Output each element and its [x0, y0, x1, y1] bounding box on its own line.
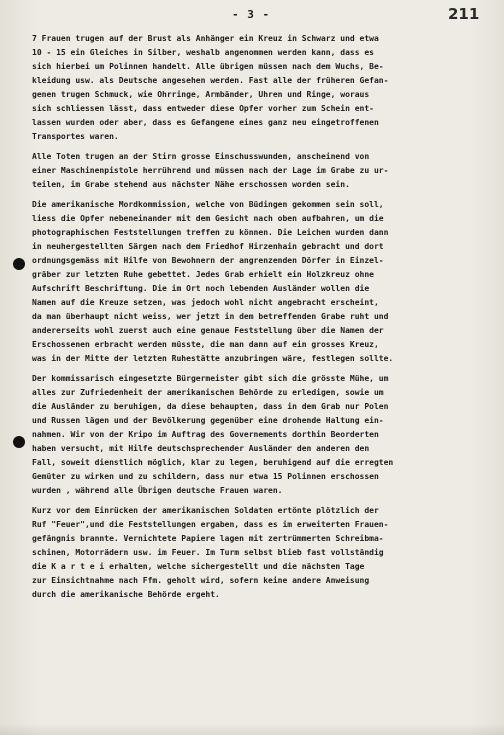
text-line: gräber zur letzten Ruhe gebettet. Jedes Grab erhielt ein Holzkreuz ohne: [32, 270, 374, 279]
text-line: Der kommissarisch eingesetzte Bürgermeister gibt sich die grösste Mühe, um: [32, 374, 389, 383]
text-line: alles zur Zufriedenheit der amerikanischen Behörde zu erledigen, sowie um: [32, 388, 384, 397]
text-line: zur Einsichtnahme nach Ffm. geholt wird, sofern keine andere Anweisung: [32, 576, 370, 585]
text-line: Ruf "Feuer",und die Feststellungen ergaben, dass es im erweiterten Frauen-: [32, 520, 389, 529]
text-line: was in der Mitte der letzten Ruhestätte anzubringen wäre, festlegen sollte.: [32, 354, 394, 363]
paragraph: [32, 198, 496, 366]
punch-hole-bottom: [13, 436, 25, 448]
text-line: die K a r t e i erhalten, welche sichergestellt und die nächsten Tage: [32, 562, 365, 571]
text-line: andererseits wohl zuerst auch eine genaue Feststellung über die Namen der: [32, 326, 384, 335]
text-line: die Ausländer zu beruhigen, da diese behaupten, dass in dem Grab nur Polen: [32, 402, 389, 411]
text-line: liess die Opfer nebeneinander mit dem Gesicht nach oben aufbahren, um die: [32, 214, 384, 223]
paragraph: [32, 372, 496, 498]
page-bottom-edge: [0, 723, 504, 735]
text-line: wurden , während alle Übrigen deutsche Frauen waren.: [32, 486, 283, 495]
text-line: da man überhaupt nicht weiss, wer jetzt in dem betreffenden Grabe ruht und: [32, 312, 389, 321]
paragraph: [32, 32, 496, 144]
text-line: gefängnis brannte. Vernichtete Papiere lagen mit zertrümmerten Schreibma-: [32, 534, 384, 543]
text-line: schinen, Motorrädern usw. im Feuer. Im Turm selbst blieb fast vollständig: [32, 548, 384, 557]
document-body: [32, 32, 496, 602]
text-line: Transportes waren.: [32, 132, 119, 141]
text-line: teilen, im Grabe stehend aus nächster Nähe erschossen worden sein.: [32, 180, 350, 189]
text-line: photographischen Feststellungen treffen zu können. Die Leichen wurden dann: [32, 228, 389, 237]
text-line: 7 Frauen trugen auf der Brust als Anhänger ein Kreuz in Schwarz und etwa: [32, 34, 379, 43]
text-line: haben versucht, mit Hilfe deutschsprechender Ausländer den anderen den: [32, 444, 370, 453]
text-line: kleidung usw. als Deutsche angesehen werden. Fast alle der früheren Gefan-: [32, 76, 389, 85]
folio-number: 211: [448, 5, 480, 23]
text-line: in neuhergestellten Särgen nach dem Friedhof Hirzenhain gebracht und dort: [32, 242, 384, 251]
text-line: nahmen. Wir von der Kripo im Auftrag des Governements dorthin Beorderten: [32, 430, 379, 439]
text-line: sich hierbei um Polinnen handelt. Alle übrigen müssen nach dem Wuchs, Be-: [32, 62, 384, 71]
text-line: Fall, soweit dienstlich möglich, klar zu legen, beruhigend auf die erregten: [32, 458, 394, 467]
text-line: lassen wurden oder aber, dass es Gefangene eines ganz neu eingetroffenen: [32, 118, 379, 127]
text-line: sich schliessen lässt, dass entweder diese Opfer vorher zum Schein ent-: [32, 104, 374, 113]
text-line: Die amerikanische Mordkommission, welche von Büdingen gekommen sein soll,: [32, 200, 384, 209]
text-line: Kurz vor dem Einrücken der amerikanischen Soldaten ertönte plötzlich der: [32, 506, 379, 515]
text-line: und Russen lägen und der Bevölkerung gegenüber eine drohende Haltung ein-: [32, 416, 384, 425]
text-line: Erschossenen erbracht werden müsste, die man dann auf ein grosses Kreuz,: [32, 340, 379, 349]
text-line: durch die amerikanische Behörde ergeht.: [32, 590, 220, 599]
text-line: 10 - 15 ein Gleiches in Silber, weshalb angenommen werden kann, dass es: [32, 48, 374, 57]
text-line: ordnungsgemäss mit Hilfe von Bewohnern der angrenzenden Dörfer in Einzel-: [32, 256, 384, 265]
paragraph: [32, 150, 496, 192]
page-number: - 3 -: [232, 8, 271, 21]
text-line: Namen auf die Kreuze setzen, was jedoch wohl nicht angebracht erscheint,: [32, 298, 379, 307]
text-line: einer Maschinenpistole herrührend und müssen nach der Lage im Grabe zu ur-: [32, 166, 389, 175]
text-line: Gemüter zu wirken und zu schildern, dass nur etwa 15 Polinnen erschossen: [32, 472, 379, 481]
paragraph: [32, 504, 496, 602]
text-line: genen trugen Schmuck, wie Ohrringe, Armbänder, Uhren und Ringe, woraus: [32, 90, 370, 99]
text-line: Alle Toten trugen an der Stirn grosse Einschusswunden, anscheinend von: [32, 152, 370, 161]
punch-hole-top: [13, 258, 25, 270]
text-line: Aufschrift Beschriftung. Die im Ort noch lebenden Ausländer wollen die: [32, 284, 370, 293]
